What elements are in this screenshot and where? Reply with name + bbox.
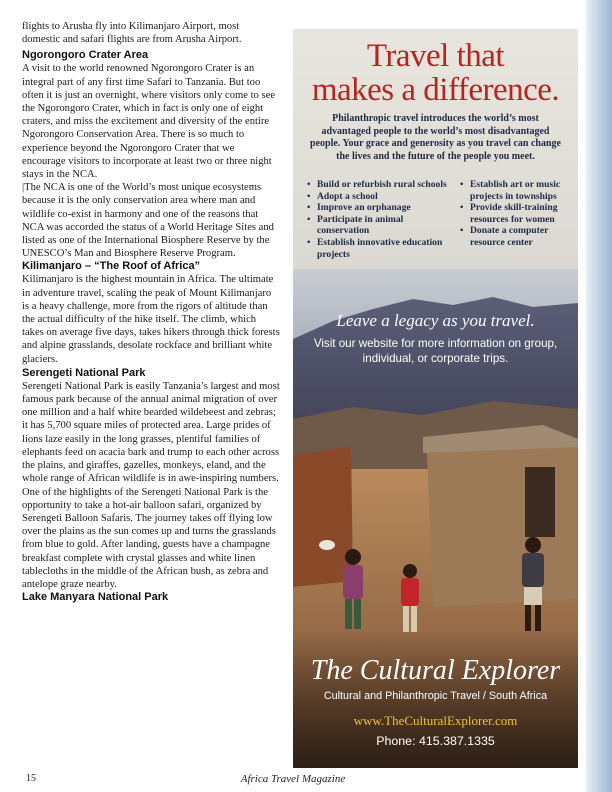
doorway xyxy=(525,467,555,537)
bullet-icon: • xyxy=(307,179,311,190)
list-item: • Donate a computer resource center xyxy=(460,225,549,248)
ad-visit-text: Visit our website for more information on group, individual, or corporate trips. xyxy=(313,337,558,365)
page-edge-strip xyxy=(586,0,612,792)
ad-headline-line-2: makes a difference. xyxy=(311,72,560,108)
hut-right xyxy=(427,447,578,607)
bullet-icon: • xyxy=(307,213,311,225)
ad-brand-name: The Cultural Explorer xyxy=(310,655,561,686)
ad-headline-line-1: Travel that xyxy=(366,38,505,74)
section-heading-kilimanjaro: Kilimanjaro – “The Roof of Africa” xyxy=(22,260,201,273)
serengeti-paragraph-2: One of the highlights of the Serengeti National Park is the opportunity to take a hot-air balloon safari, organized by Serengeti Balloon Safaris. The journey takes off flying low over the plains as the sun comes up and turns the grasslands from blue to gold. After landing, guests have a champagne breakfast complete with crystal glasses and white linen tablecloths in the middle of the African bush, as zebra and antelope graze nearby. xyxy=(22,486,276,590)
bullet-icon: • xyxy=(307,190,311,202)
article-column xyxy=(22,20,280,604)
list-item: • Participate in animal conservation xyxy=(307,213,404,237)
bullet-icon: • xyxy=(307,202,311,214)
ad-website-link[interactable]: www.TheCulturalExplorer.com xyxy=(353,713,518,728)
bullet-icon: • xyxy=(460,202,464,214)
list-item: • Provide skill-training resources for women xyxy=(460,202,558,225)
ad-tagline: Leave a legacy as you travel. xyxy=(336,311,535,330)
list-item: • Establish art or music projects in townships xyxy=(460,179,561,202)
bullet-icon: • xyxy=(460,179,464,190)
list-item: • Establish innovative education projects xyxy=(307,236,443,260)
magazine-title: Africa Travel Magazine xyxy=(240,773,346,785)
ngorongoro-paragraph-1: A visit to the world renowned Ngorongoro Crater is an integral part of any first time Safari to Tanzania. But too often it is just an overnight, where visitors only come to see the Ngorongoro Crater, which in fact is only one of eight craters, and miss the excitement and diversity of the entire Ngorongoro Conservation Area. There is so much to experience beyond the Ngorongoro Crater that we encourage visitors to incorporate at least two or three night stays in the NCA. xyxy=(22,63,276,181)
section-heading-ngorongoro: Ngorongoro Crater Area xyxy=(22,49,149,62)
hut-left xyxy=(293,447,353,587)
ad-phone-number: Phone: 415.387.1335 xyxy=(376,734,495,748)
bullet-icon: • xyxy=(460,225,464,237)
ad-bullet-list-right xyxy=(460,179,570,249)
page-number: 15 xyxy=(26,773,36,784)
ad-brand-subtitle: Cultural and Philanthropic Travel / South Africa xyxy=(323,690,548,702)
section-heading-serengeti: Serengeti National Park xyxy=(22,366,146,379)
ngorongoro-paragraph-2: |The NCA is one of the World’s most unique ecosystems because it is the only conservation area where man and wildlife co-exist in harmony and one of the reasons that NCA was accorded the status of a World Heritage Sites and listed as one of the International Biosphere Reserve by the UNESCO’s Man and Biosphere Reserve Program. xyxy=(22,182,274,260)
goat xyxy=(319,540,335,550)
list-item: • Improve an orphanage xyxy=(307,202,411,214)
list-item: • Adopt a school xyxy=(307,190,378,202)
bullet-icon: • xyxy=(307,236,311,248)
ad-intro-text: Philanthropic travel introduces the world’s most advantaged people to the world’s most disadvantaged people. Your grace and generosity as you travel can change the lives and the future of the people you meet. xyxy=(310,113,561,162)
ad-headline xyxy=(293,39,578,107)
cultural-explorer-advertisement xyxy=(293,29,578,768)
serengeti-paragraph-1: Serengeti National Park is easily Tanzania’s largest and most famous park because of the annual animal migration of over one million and a half white bearded wildebeest and zebras; it has 5,700 square miles of protected area. Large prides of lions laze easily in the long grasses, plentiful families of elephants feed on acacia bark and trump to each other across the plains, and giraffes, gazelles, monkeys, eland, and the whole range of African wildlife is in awe-inspiring numbers. xyxy=(22,380,280,485)
ad-bullet-list-left xyxy=(307,179,457,260)
kilimanjaro-paragraph: Kilimanjaro is the highest mountain in Africa. The ultimate in adventure travel, scaling the peak of Mount Kilimanjaro is a heavy challenge, more from the rigors of altitude than the actual difficulty of the hike itself. The climb, which takes on average five days, takes hikers through thick forests and alpine grasslands, desolate rockface and brilliant white glaciers. xyxy=(22,274,280,365)
list-item: • Build or refurbish rural schools xyxy=(307,179,447,190)
section-heading-lake-manyara: Lake Manyara National Park xyxy=(22,591,169,604)
intro-paragraph: flights to Arusha fly into Kilimanjaro Airport, most domestic and safari flights are from Arusha Airport. xyxy=(22,21,242,46)
